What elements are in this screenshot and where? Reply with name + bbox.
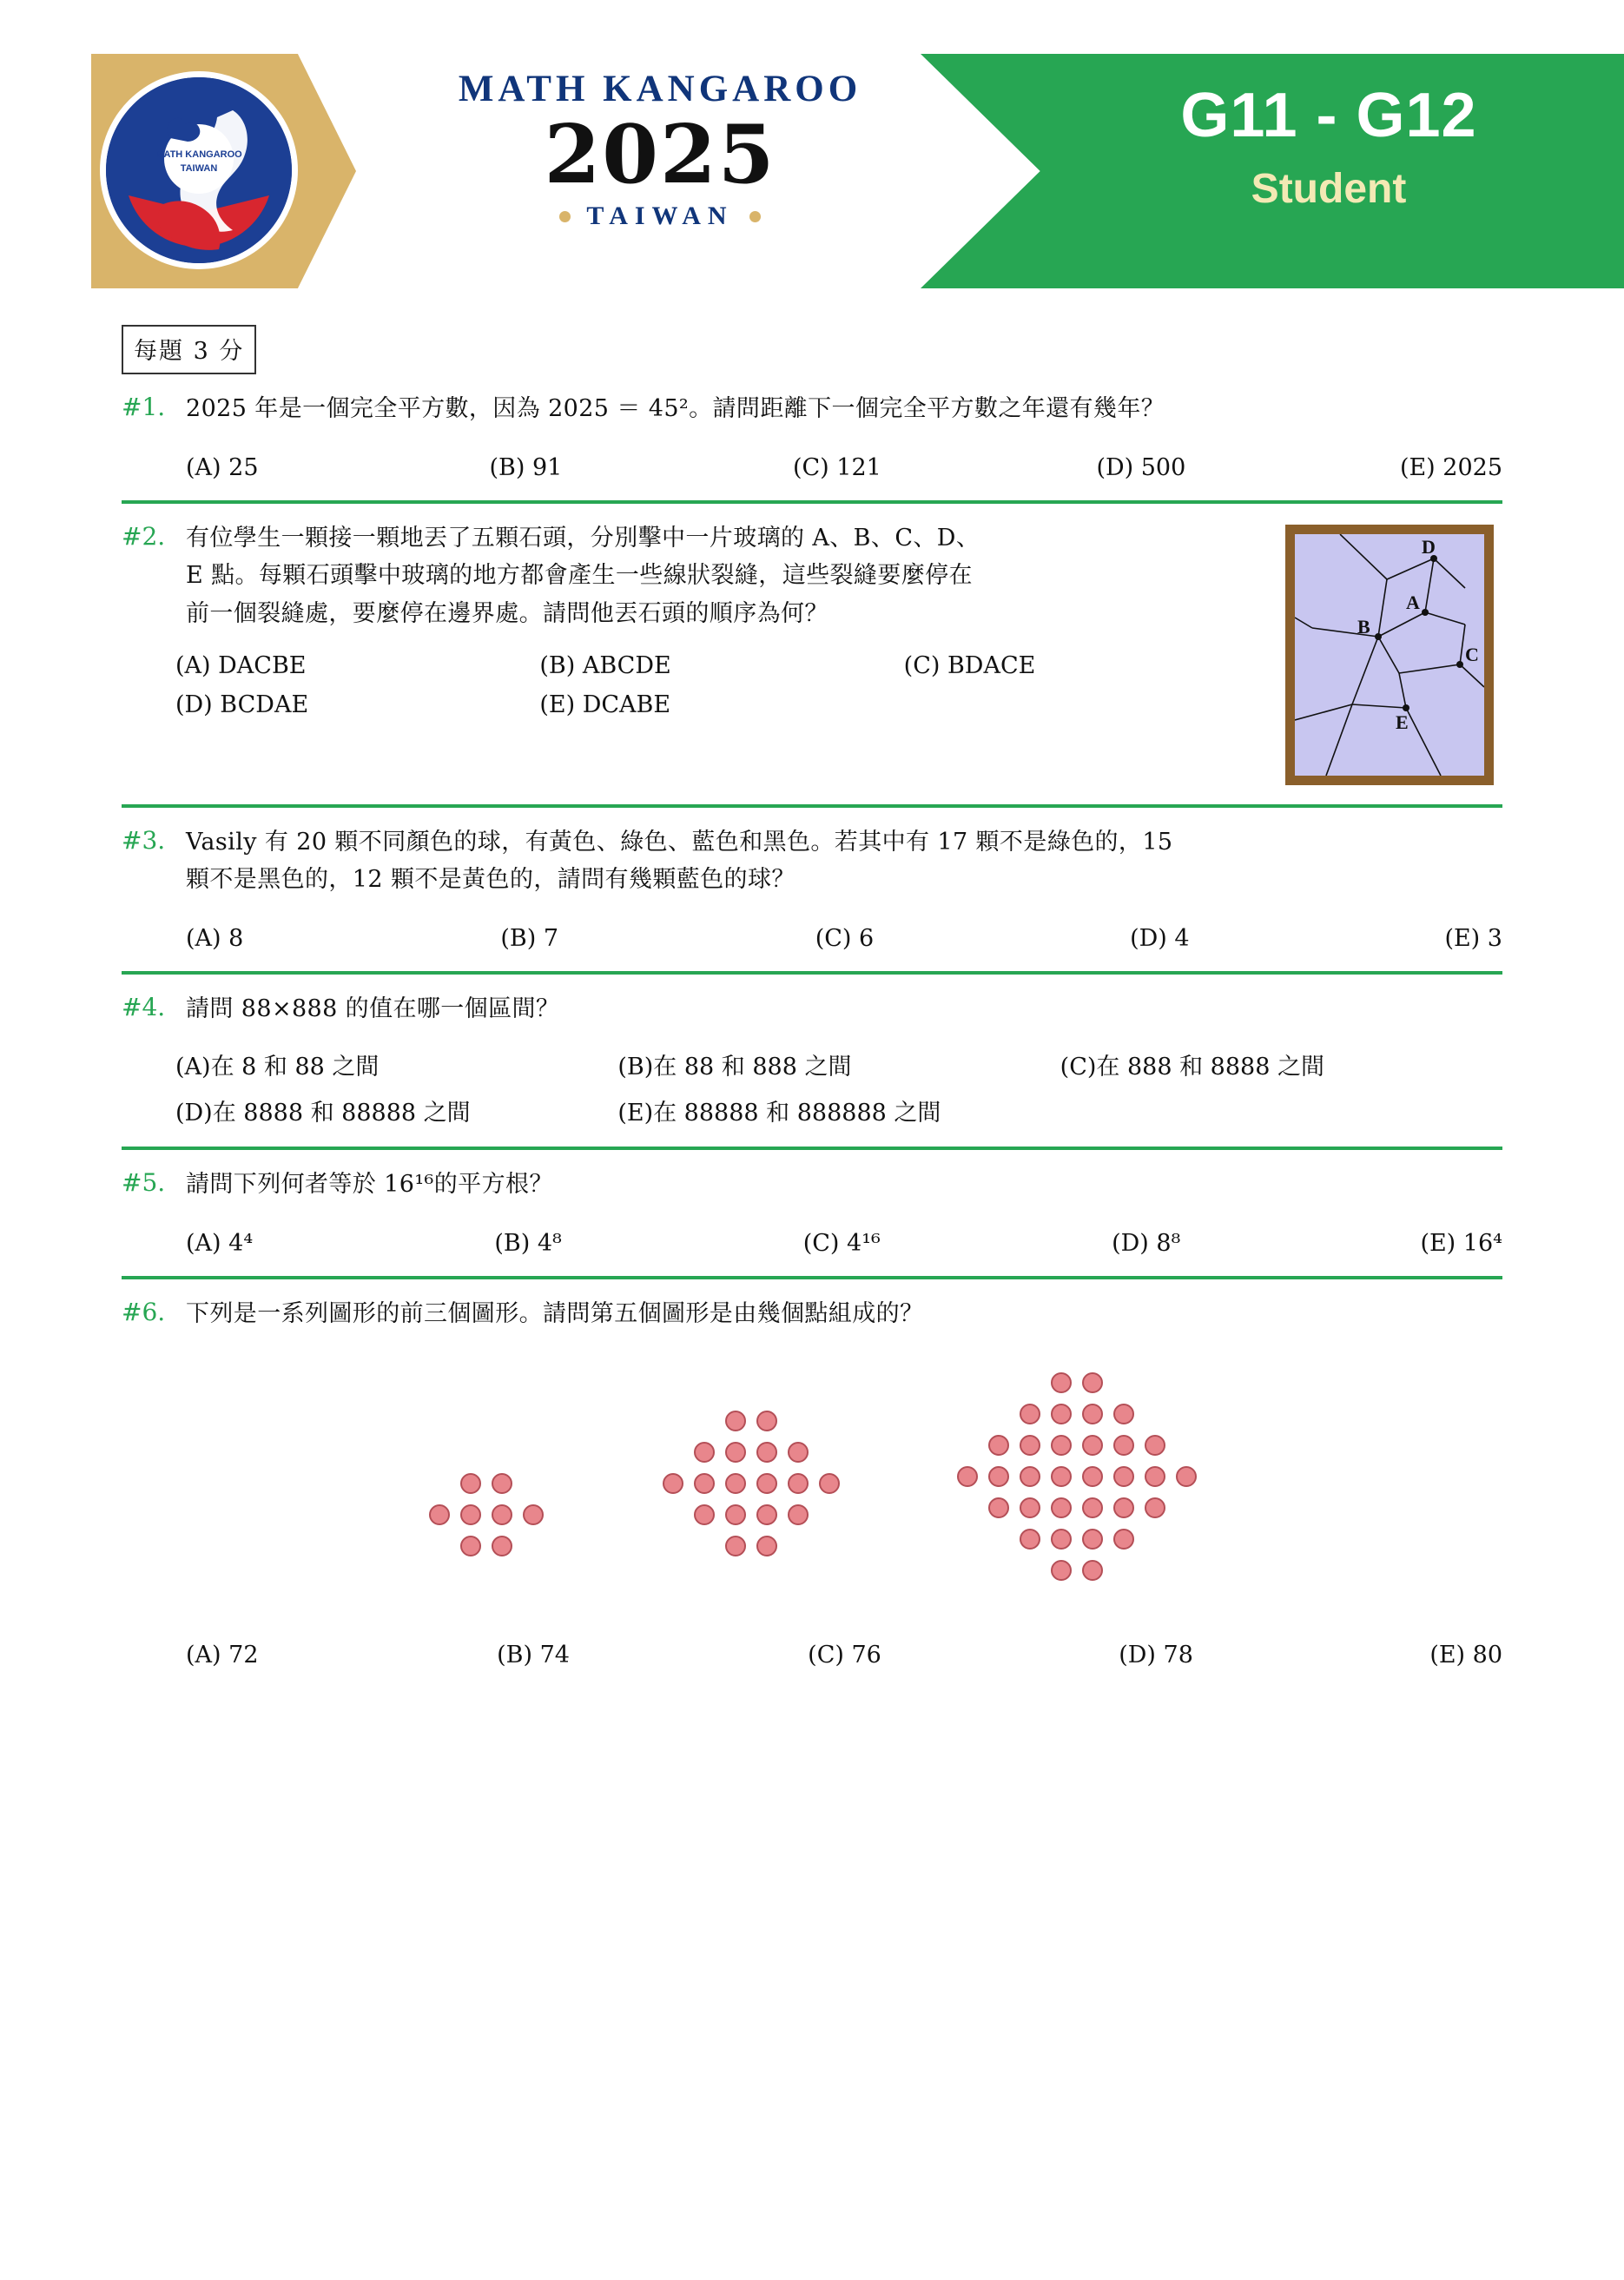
choice-c[interactable]: (C) 4¹⁶: [802, 1229, 881, 1257]
choice-b[interactable]: (B) ABCDE: [539, 651, 671, 679]
choice-d[interactable]: (D) 78: [1119, 1642, 1193, 1669]
question-3-line-2: 顆不是黑色的，12 顆不是黃色的，請問有幾顆藍色的球？: [186, 866, 795, 894]
choice-d[interactable]: (D) 8⁸: [1112, 1229, 1181, 1257]
choice-c[interactable]: (C)在 888 和 8888 之間: [1060, 1053, 1324, 1081]
choice-b[interactable]: (B)在 88 和 888 之間: [617, 1053, 852, 1081]
choice-b[interactable]: (B) 7: [500, 925, 559, 953]
choice-c[interactable]: (C) 121: [792, 453, 881, 481]
question-2-number: #2.: [122, 521, 166, 551]
question-2-line-1: 有位學生一顆接一顆地丟了五顆石頭，分別擊中一片玻璃的 A、B、C、D、: [186, 524, 980, 552]
choice-a[interactable]: (A) DACBE: [175, 651, 307, 679]
question-2-line-2: E 點。每顆石頭擊中玻璃的地方都會產生一些線狀裂縫，這些裂縫要麼停在: [186, 562, 973, 590]
question-5-choices: [122, 1230, 1502, 1257]
question-6: [122, 1279, 1502, 1669]
question-2-choices: [122, 652, 1268, 718]
question-2-text: [186, 519, 1268, 633]
header-title-block: [373, 68, 947, 231]
choice-d[interactable]: (D) BCDAE: [175, 691, 309, 718]
country-label: TAIWAN: [586, 202, 734, 230]
choice-c[interactable]: (C) 76: [808, 1642, 881, 1669]
question-1-choices: [122, 454, 1502, 481]
question-2-line-3: 前一個裂縫處，要麼停在邊界處。請問他丟石頭的順序為何？: [186, 600, 829, 628]
decorative-dot-left: [559, 211, 571, 222]
dot-figure-1: [417, 1433, 556, 1616]
question-6-text: 下列是一系列圖形的前三個圖形。請問第五個圖形是由幾個點組成的？: [186, 1299, 924, 1327]
figure-label-e: E: [1396, 710, 1409, 733]
choice-b[interactable]: (B) 4⁸: [494, 1229, 562, 1257]
svg-text:TAIWAN: TAIWAN: [180, 163, 218, 174]
choice-e[interactable]: (E) 80: [1429, 1642, 1503, 1669]
question-6-number: #6.: [122, 1297, 166, 1326]
contest-year: 2025: [544, 107, 776, 202]
figure-label-c: C: [1465, 643, 1479, 665]
question-1: [122, 374, 1502, 481]
figure-label-a: A: [1406, 591, 1420, 613]
question-6-figures: [122, 1364, 1502, 1616]
question-1-number: #1.: [122, 393, 166, 421]
question-5: [122, 1150, 1502, 1257]
decorative-dot-right: [749, 211, 761, 222]
contest-name: MATH KANGAROO: [458, 69, 862, 109]
question-1-text: 2025 年是一個完全平方數，因為 2025 ＝ 45²。請問距離下一個完全平方數之年還有幾年？: [186, 395, 1165, 422]
broken-glass-figure: [1285, 525, 1494, 785]
math-kangaroo-logo: [102, 74, 295, 267]
choice-d[interactable]: (D) 4: [1130, 925, 1190, 953]
page-header: [0, 0, 1624, 306]
choice-c[interactable]: (C) 6: [815, 925, 875, 953]
question-3-text: [186, 823, 1502, 899]
level-label: Student: [1251, 166, 1407, 212]
figure-label-b: B: [1357, 615, 1370, 638]
svg-text:MATH KANGAROO: MATH KANGAROO: [155, 149, 242, 160]
question-3-choices: [122, 925, 1502, 952]
choice-e[interactable]: (E) 2025: [1399, 453, 1503, 481]
choice-a[interactable]: (A) 25: [186, 453, 259, 481]
choice-d[interactable]: (D)在 8888 和 88888 之間: [175, 1099, 471, 1127]
choice-e[interactable]: (E)在 88888 和 888888 之間: [617, 1099, 941, 1127]
dot-figure-2: [651, 1398, 851, 1616]
choice-e[interactable]: (E) 16⁴: [1420, 1229, 1502, 1257]
choice-a[interactable]: (A) 8: [186, 925, 244, 953]
question-2: [122, 504, 1502, 785]
choice-e[interactable]: (E) 3: [1444, 925, 1502, 953]
question-2-figure: [1285, 525, 1502, 785]
choice-b[interactable]: (B) 74: [497, 1642, 570, 1669]
choice-a[interactable]: (A)在 8 和 88 之間: [175, 1053, 380, 1081]
dot-figure-3: [947, 1364, 1207, 1616]
points-note: 每題 3 分: [122, 325, 256, 374]
question-sheet: [0, 306, 1624, 1726]
choice-a[interactable]: (A) 4⁴: [186, 1229, 254, 1257]
question-5-text: 請問下列何者等於 16¹⁶的平方根？: [186, 1170, 553, 1198]
question-4-number: #4.: [122, 993, 166, 1022]
question-6-choices: [122, 1642, 1502, 1669]
choice-d[interactable]: (D) 500: [1096, 453, 1186, 481]
question-3: [122, 808, 1502, 952]
question-3-number: #3.: [122, 825, 166, 855]
question-4-choices: [122, 1047, 1502, 1127]
question-4: [122, 975, 1502, 1127]
question-3-line-1: Vasily 有 20 顆不同顏色的球，有黃色、綠色、藍色和黑色。若其中有 17 顆不是綠色的，15: [186, 828, 1173, 856]
figure-label-d: D: [1422, 535, 1436, 558]
choice-b[interactable]: (B) 91: [489, 453, 563, 481]
choice-c[interactable]: (C) BDACE: [903, 651, 1036, 679]
question-4-text: 請問 88×888 的值在哪一個區間？: [186, 995, 560, 1023]
choice-e[interactable]: (E) DCABE: [539, 691, 671, 718]
contest-country: [373, 202, 947, 231]
grade-label: G11 - G12: [1180, 81, 1477, 150]
question-5-number: #5.: [122, 1167, 166, 1197]
choice-a[interactable]: (A) 72: [186, 1642, 259, 1669]
